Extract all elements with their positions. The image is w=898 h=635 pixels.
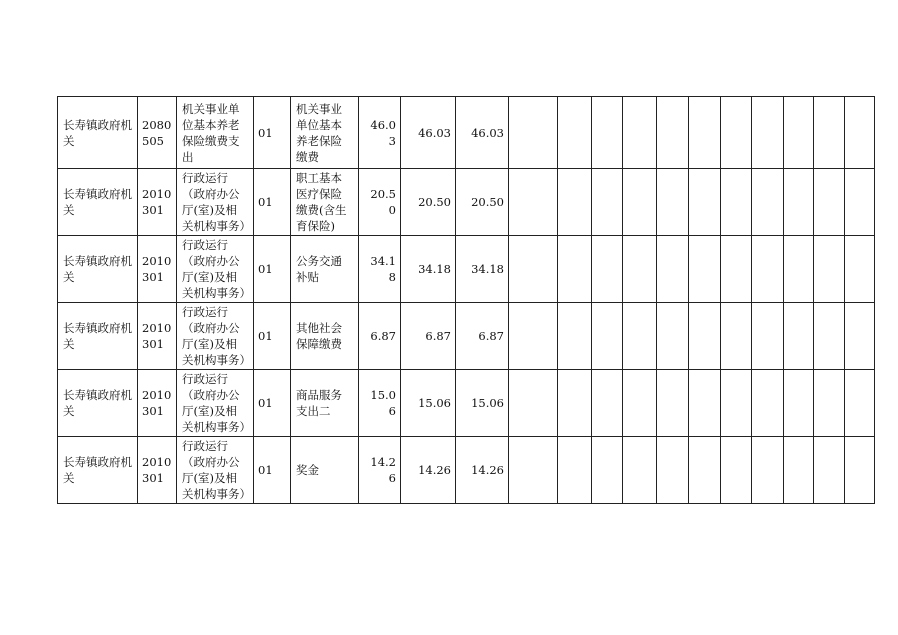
- economic-code-cell: 01: [254, 437, 291, 504]
- empty-cell: [752, 236, 784, 303]
- empty-cell: [623, 303, 657, 370]
- empty-cell: [509, 236, 558, 303]
- empty-cell: [689, 169, 721, 236]
- empty-cell: [657, 370, 689, 437]
- empty-cell: [814, 437, 845, 504]
- empty-cell: [592, 169, 623, 236]
- basic-expense-amount-cell: 20.50: [456, 169, 509, 236]
- empty-cell: [592, 236, 623, 303]
- function-code-cell: 2010301: [138, 236, 177, 303]
- function-category-cell: 行政运行（政府办公厅(室)及相关机构事务）: [177, 437, 254, 504]
- empty-cell: [623, 169, 657, 236]
- empty-cell: [623, 97, 657, 169]
- empty-cell: [784, 370, 814, 437]
- empty-cell: [721, 169, 752, 236]
- function-category-cell: 机关事业单位基本养老保险缴费支出: [177, 97, 254, 169]
- empty-cell: [814, 169, 845, 236]
- table-row: [58, 303, 875, 370]
- function-category-cell: 行政运行（政府办公厅(室)及相关机构事务）: [177, 236, 254, 303]
- basic-expense-amount-cell: 6.87: [456, 303, 509, 370]
- total-amount-cell: 34.18: [359, 236, 401, 303]
- unit-cell: 长寿镇政府机关: [58, 97, 138, 169]
- table-row: [58, 169, 875, 236]
- basic-expense-amount-cell: 14.26: [456, 437, 509, 504]
- empty-cell: [558, 169, 592, 236]
- empty-cell: [814, 236, 845, 303]
- basic-expense-amount-cell: 34.18: [456, 236, 509, 303]
- unit-cell: 长寿镇政府机关: [58, 437, 138, 504]
- function-code-cell: 2010301: [138, 169, 177, 236]
- empty-cell: [592, 370, 623, 437]
- expense-item-cell: 奖金: [291, 437, 359, 504]
- empty-cell: [752, 169, 784, 236]
- empty-cell: [509, 169, 558, 236]
- empty-cell: [623, 236, 657, 303]
- function-code-cell: 2010301: [138, 303, 177, 370]
- economic-code-cell: 01: [254, 97, 291, 169]
- empty-cell: [558, 97, 592, 169]
- subtotal-amount-cell: 6.87: [401, 303, 456, 370]
- empty-cell: [721, 437, 752, 504]
- empty-cell: [752, 370, 784, 437]
- economic-code-cell: 01: [254, 169, 291, 236]
- expense-item-cell: 职工基本医疗保险缴费(含生育保险): [291, 169, 359, 236]
- subtotal-amount-cell: 46.03: [401, 97, 456, 169]
- empty-cell: [784, 437, 814, 504]
- expense-item-cell: 商品服务支出二: [291, 370, 359, 437]
- function-code-cell: 2080505: [138, 97, 177, 169]
- subtotal-amount-cell: 20.50: [401, 169, 456, 236]
- budget-expenditure-table: [57, 96, 875, 504]
- empty-cell: [814, 97, 845, 169]
- expense-item-cell: 机关事业单位基本养老保险缴费: [291, 97, 359, 169]
- empty-cell: [784, 97, 814, 169]
- economic-code-cell: 01: [254, 236, 291, 303]
- function-code-cell: 2010301: [138, 370, 177, 437]
- unit-cell: 长寿镇政府机关: [58, 303, 138, 370]
- empty-cell: [814, 303, 845, 370]
- empty-cell: [657, 437, 689, 504]
- expense-item-cell: 公务交通补贴: [291, 236, 359, 303]
- unit-cell: 长寿镇政府机关: [58, 370, 138, 437]
- function-category-cell: 行政运行（政府办公厅(室)及相关机构事务）: [177, 169, 254, 236]
- empty-cell: [592, 97, 623, 169]
- empty-cell: [509, 437, 558, 504]
- empty-cell: [657, 169, 689, 236]
- empty-cell: [814, 370, 845, 437]
- total-amount-cell: 46.03: [359, 97, 401, 169]
- function-category-cell: 行政运行（政府办公厅(室)及相关机构事务）: [177, 303, 254, 370]
- expense-item-cell: 其他社会保障缴费: [291, 303, 359, 370]
- economic-code-cell: 01: [254, 303, 291, 370]
- function-code-cell: 2010301: [138, 437, 177, 504]
- empty-cell: [689, 97, 721, 169]
- empty-cell: [657, 236, 689, 303]
- total-amount-cell: 20.50: [359, 169, 401, 236]
- empty-cell: [623, 437, 657, 504]
- empty-cell: [845, 303, 875, 370]
- table-row: [58, 97, 875, 169]
- economic-code-cell: 01: [254, 370, 291, 437]
- unit-cell: 长寿镇政府机关: [58, 236, 138, 303]
- basic-expense-amount-cell: 15.06: [456, 370, 509, 437]
- table-row: [58, 370, 875, 437]
- empty-cell: [623, 370, 657, 437]
- empty-cell: [657, 97, 689, 169]
- empty-cell: [509, 97, 558, 169]
- empty-cell: [558, 437, 592, 504]
- empty-cell: [845, 370, 875, 437]
- total-amount-cell: 15.06: [359, 370, 401, 437]
- table-row: [58, 236, 875, 303]
- empty-cell: [752, 97, 784, 169]
- unit-cell: 长寿镇政府机关: [58, 169, 138, 236]
- empty-cell: [752, 303, 784, 370]
- empty-cell: [558, 236, 592, 303]
- empty-cell: [689, 437, 721, 504]
- function-category-cell: 行政运行（政府办公厅(室)及相关机构事务）: [177, 370, 254, 437]
- total-amount-cell: 6.87: [359, 303, 401, 370]
- empty-cell: [784, 169, 814, 236]
- subtotal-amount-cell: 15.06: [401, 370, 456, 437]
- empty-cell: [752, 437, 784, 504]
- empty-cell: [721, 236, 752, 303]
- empty-cell: [689, 370, 721, 437]
- empty-cell: [721, 370, 752, 437]
- table-row: [58, 437, 875, 504]
- empty-cell: [657, 303, 689, 370]
- empty-cell: [845, 169, 875, 236]
- empty-cell: [509, 370, 558, 437]
- empty-cell: [784, 236, 814, 303]
- empty-cell: [721, 303, 752, 370]
- empty-cell: [845, 97, 875, 169]
- subtotal-amount-cell: 34.18: [401, 236, 456, 303]
- empty-cell: [509, 303, 558, 370]
- total-amount-cell: 14.26: [359, 437, 401, 504]
- empty-cell: [558, 303, 592, 370]
- subtotal-amount-cell: 14.26: [401, 437, 456, 504]
- empty-cell: [558, 370, 592, 437]
- empty-cell: [592, 437, 623, 504]
- empty-cell: [721, 97, 752, 169]
- basic-expense-amount-cell: 46.03: [456, 97, 509, 169]
- empty-cell: [784, 303, 814, 370]
- empty-cell: [845, 437, 875, 504]
- empty-cell: [845, 236, 875, 303]
- empty-cell: [689, 303, 721, 370]
- empty-cell: [689, 236, 721, 303]
- empty-cell: [592, 303, 623, 370]
